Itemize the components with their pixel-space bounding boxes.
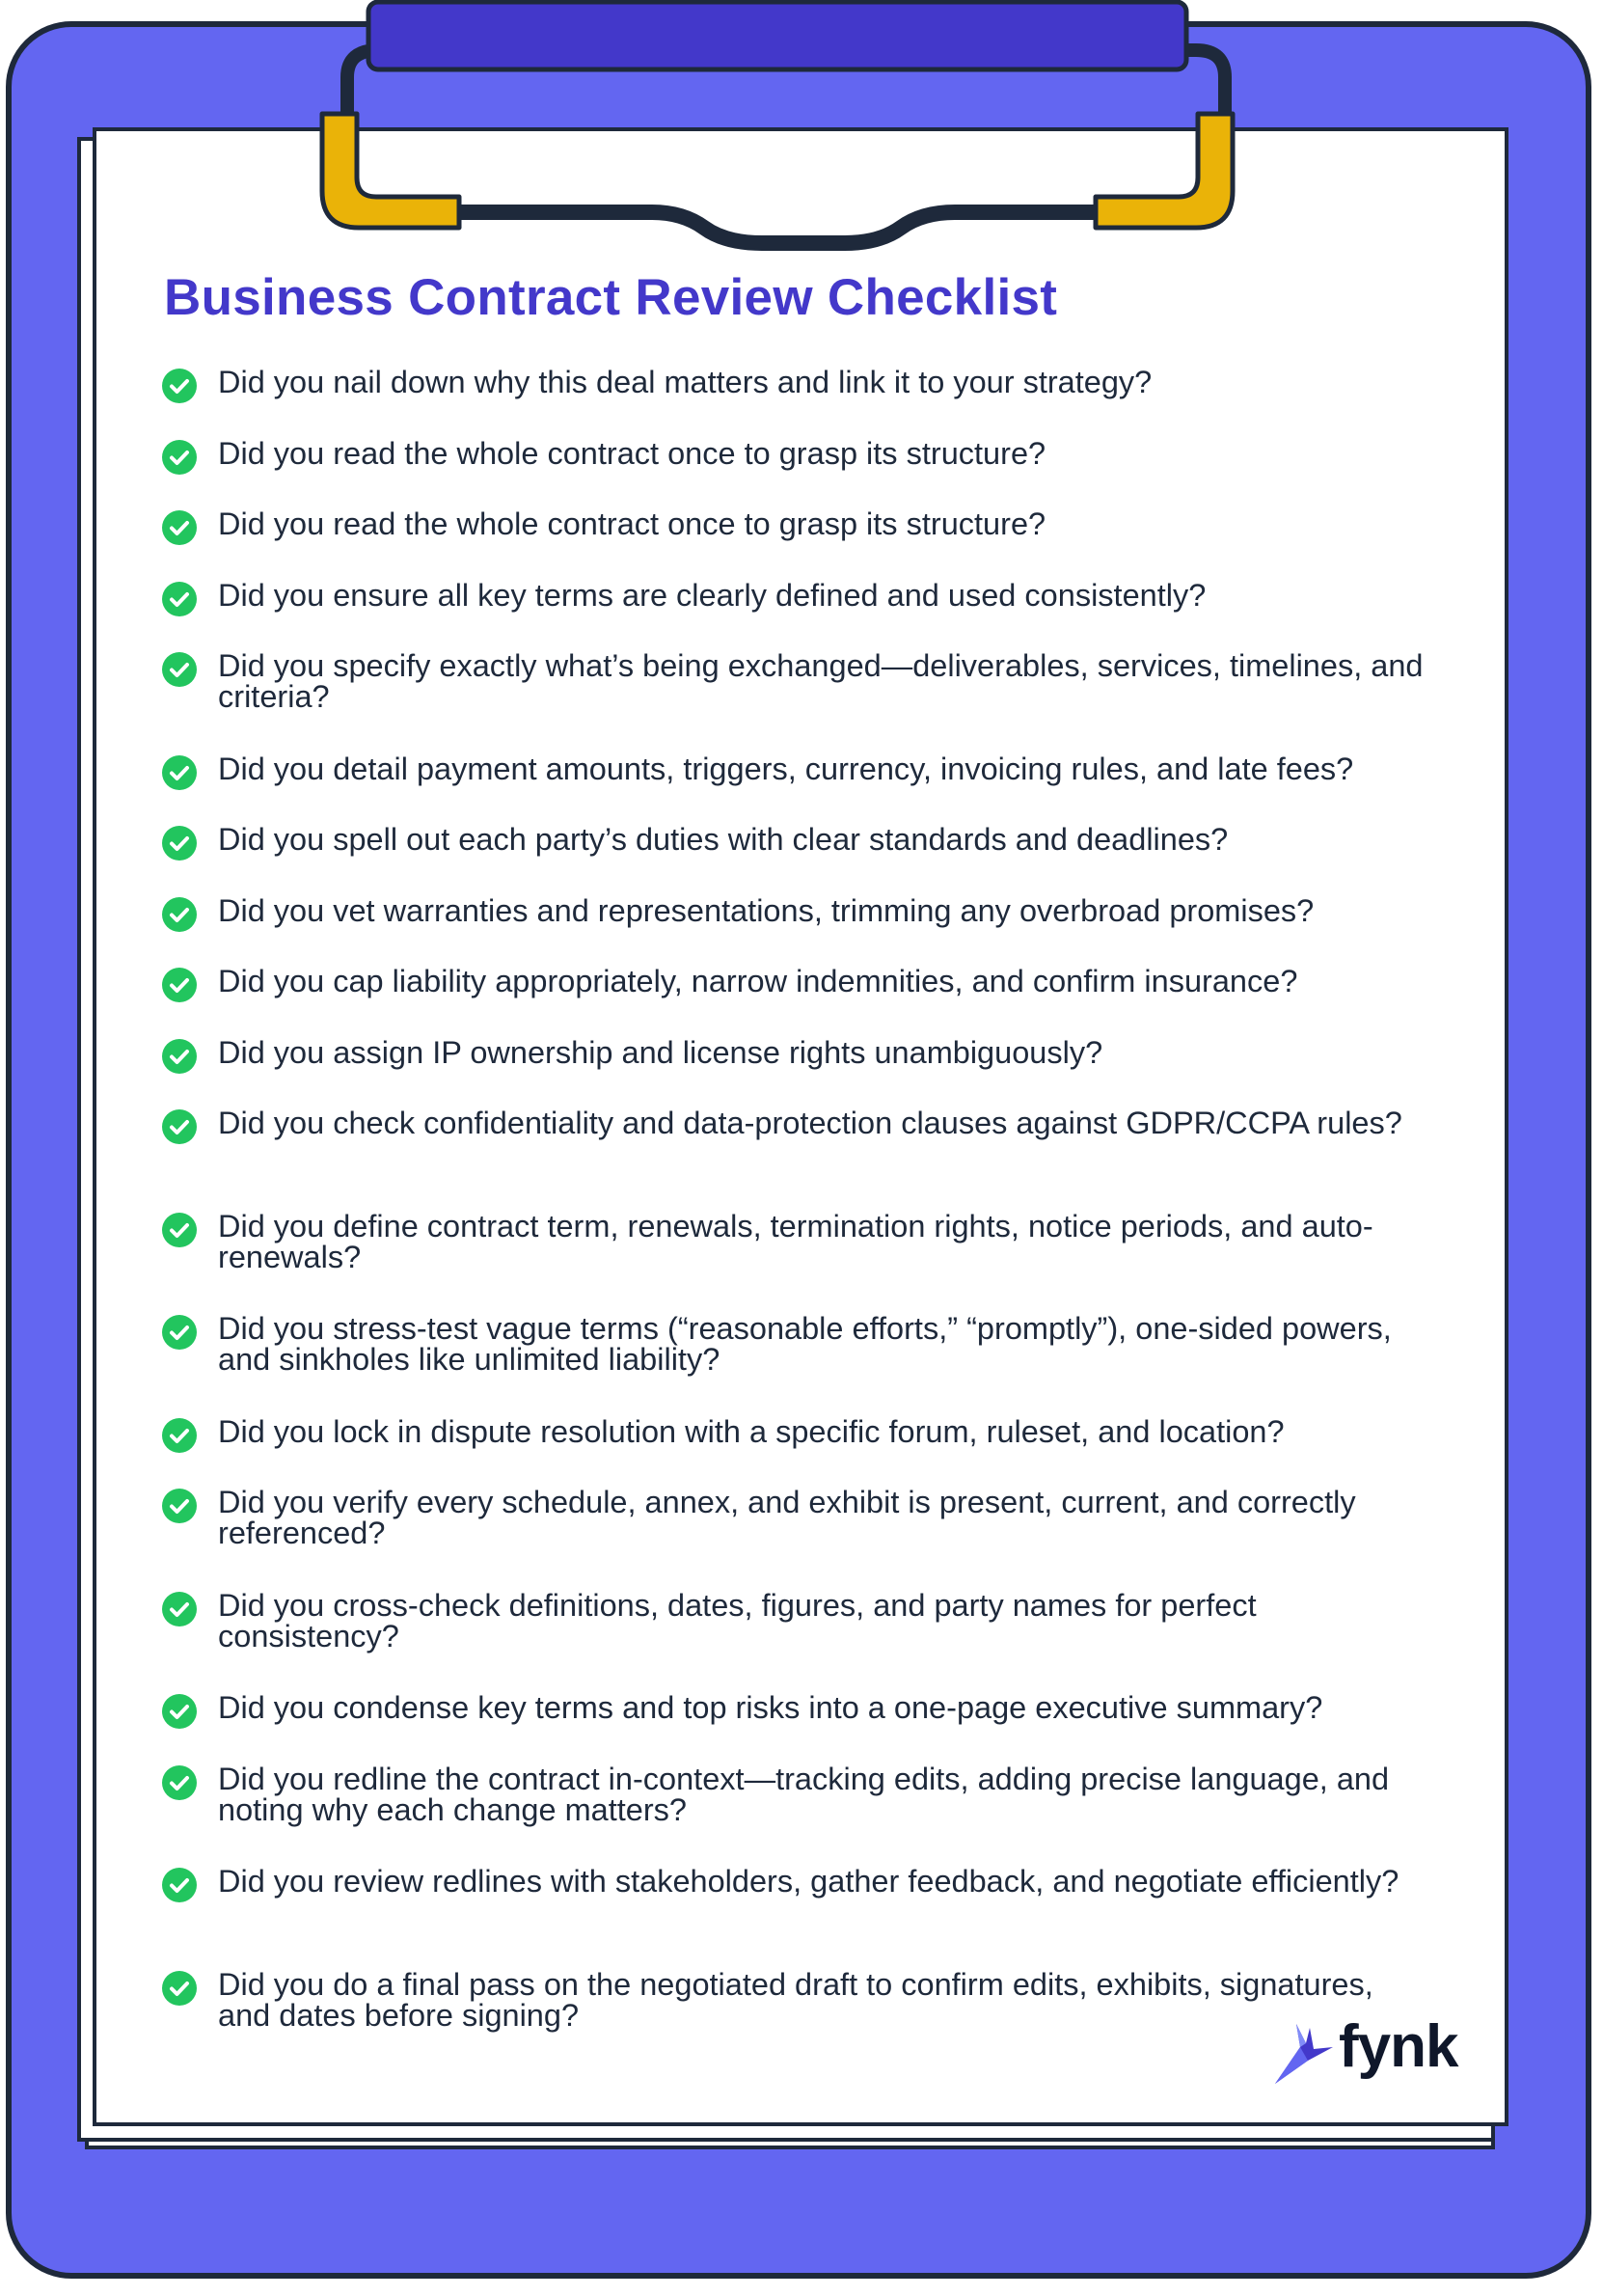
- check-circle-icon: [162, 652, 197, 687]
- checklist-item-text: Did you spell out each party’s duties with clear standards and deadlines?: [218, 822, 1229, 857]
- check-circle-icon: [162, 1971, 197, 2006]
- fynk-logo: [1271, 2013, 1458, 2091]
- check-circle-icon: [162, 1592, 197, 1626]
- check-circle-icon: [162, 369, 197, 403]
- check-circle-icon: [162, 1109, 197, 1144]
- check-circle-icon: [162, 826, 197, 861]
- check-circle-icon: [162, 1765, 197, 1800]
- checklist-item-text: Did you detail payment amounts, triggers, currency, invoicing rules, and late fees?: [218, 752, 1354, 786]
- check-circle-icon: [162, 1315, 197, 1350]
- check-circle-icon: [162, 968, 197, 1002]
- checklist-item-text: Did you redline the contract in-context—tracking edits, adding precise language, and noting why each change matters?: [218, 1762, 1390, 1827]
- checklist-item-text: Did you define contract term, renewals, termination rights, notice periods, and auto-renewals?: [218, 1209, 1373, 1274]
- check-circle-icon: [162, 897, 197, 932]
- checklist-item-text: Did you ensure all key terms are clearly defined and used consistently?: [218, 578, 1207, 613]
- checklist-item-text: Did you stress-test vague terms (“reasonable efforts,” “promptly”), one-sided powers, and sinkholes like unlimited liability?: [218, 1311, 1392, 1377]
- checklist-item-text: Did you read the whole contract once to grasp its structure?: [218, 506, 1046, 541]
- fynk-logo-text: fynk: [1339, 2013, 1458, 2080]
- check-circle-icon: [162, 510, 197, 545]
- check-circle-icon: [162, 1694, 197, 1729]
- check-circle-icon: [162, 1213, 197, 1247]
- check-circle-icon: [162, 755, 197, 790]
- check-circle-icon: [162, 1418, 197, 1453]
- checklist-item-text: Did you condense key terms and top risks into a one-page executive summary?: [218, 1690, 1323, 1725]
- check-circle-icon: [162, 582, 197, 616]
- checklist-item-text: Did you specify exactly what’s being exchanged—deliverables, services, timelines, and criteria?: [218, 648, 1424, 714]
- checklist-item-text: Did you check confidentiality and data-protection clauses against GDPR/CCPA rules?: [218, 1106, 1402, 1140]
- check-circle-icon: [162, 1489, 197, 1523]
- check-circle-icon: [162, 1039, 197, 1074]
- checklist-item-text: Did you cap liability appropriately, narrow indemnities, and confirm insurance?: [218, 964, 1298, 998]
- fynk-bird-logo-icon: [1271, 2018, 1335, 2086]
- checklist-item-text: Did you verify every schedule, annex, and exhibit is present, current, and correctly referenced?: [218, 1485, 1356, 1550]
- checklist-item-text: Did you do a final pass on the negotiated draft to confirm edits, exhibits, signatures, and dates before signing?: [218, 1967, 1373, 2033]
- checklist-item-text: Did you lock in dispute resolution with a specific forum, ruleset, and location?: [218, 1414, 1285, 1449]
- checklist-item-text: Did you vet warranties and representations, trimming any overbroad promises?: [218, 893, 1315, 928]
- check-circle-icon: [162, 1868, 197, 1902]
- checklist-item-text: Did you read the whole contract once to grasp its structure?: [218, 436, 1046, 471]
- clipboard-clip-icon: [0, 0, 1603, 251]
- checklist-item-text: Did you assign IP ownership and license rights unambiguously?: [218, 1035, 1103, 1070]
- checklist-item-text: Did you nail down why this deal matters and link it to your strategy?: [218, 365, 1153, 399]
- checklist-item-text: Did you review redlines with stakeholders, gather feedback, and negotiate efficiently?: [218, 1864, 1399, 1899]
- check-circle-icon: [162, 440, 197, 475]
- page-title: Business Contract Review Checklist: [164, 269, 1058, 326]
- checklist-item-text: Did you cross-check definitions, dates, figures, and party names for perfect consistency?: [218, 1588, 1257, 1654]
